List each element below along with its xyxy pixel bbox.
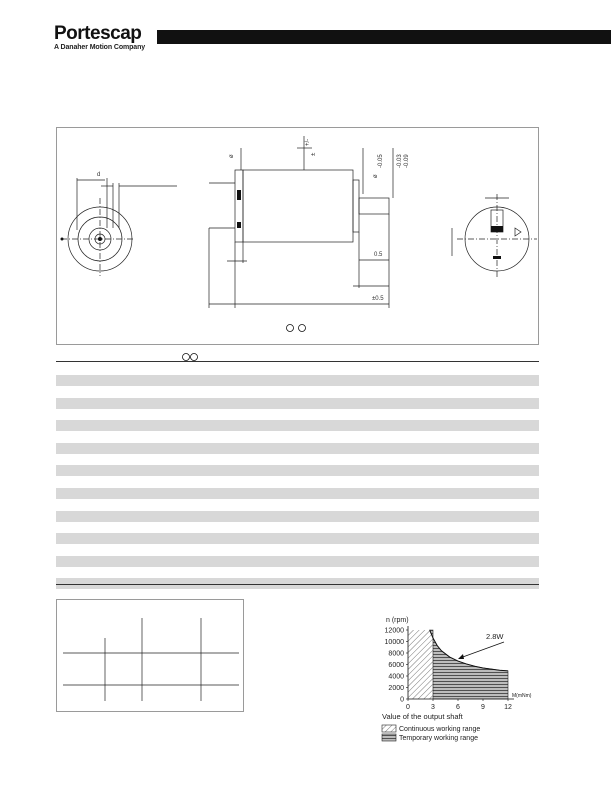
y-tick-label: 8000 [388,650,404,658]
dim-label-pm-half: ±0.5 [372,296,384,302]
x-axis-label: M(mNm) [512,693,532,699]
dim-label-pm-2: ± [311,152,317,156]
dim-label-pm: +/- [305,138,311,146]
header-bar [157,30,611,44]
table-row [56,488,539,499]
table-row [56,386,539,397]
power-annotation: 2.8W [486,632,504,641]
y-tick-label: 12000 [384,627,404,635]
logo-wordmark: Portescap [54,23,142,44]
table-row [56,443,539,454]
table-row [56,465,539,476]
operating-range-chart [352,612,552,752]
x-tick-label: 6 [456,704,460,711]
y-tick-label: 2000 [388,685,404,692]
legend-label-continuous: Continuous working range [399,726,481,733]
x-tick-label: 12 [504,704,512,711]
x-tick-label: 3 [431,704,435,711]
y-tick-label: 10000 [384,639,404,646]
dim-label-tol-c: -0.05 [378,154,384,168]
y-tick-label: 4000 [388,673,404,681]
table-row [56,477,539,488]
dim-label-tol-b: -0.09 [404,154,410,168]
dim-label-tol-a: -0.03 [397,154,403,168]
table-row [56,432,539,443]
table-top-rule [56,361,539,362]
table-row [56,398,539,409]
drawing-svg [57,128,538,344]
company-logo [54,24,145,51]
legend-swatch-continuous [382,725,396,732]
dim-label-d: d [97,172,101,178]
x-tick-label: 0 [406,704,410,711]
table-row [56,454,539,465]
table-row [56,556,539,567]
table-row [56,420,539,431]
legend-label-temporary: Temporary working range [399,735,478,742]
gear-data-box [56,599,244,712]
annotation-leader [460,642,504,658]
gear-data-grid [57,600,243,711]
dim-label-phi-b: ø [373,174,379,178]
chart-caption: Value of the output shaft [382,712,463,721]
logo-tagline: A Danaher Motion Company [54,44,146,51]
x-tick-label: 9 [481,704,485,711]
continuous-range-area [408,630,433,699]
y-axis-label: n (rpm) [386,617,409,624]
table-row [56,375,539,386]
table-row [56,567,539,578]
table-row [56,409,539,420]
table-row [56,522,539,533]
chart-svg [352,612,552,752]
table-row [56,545,539,556]
spec-table [56,361,539,586]
table-row [56,533,539,544]
y-tick-label: 6000 [388,662,404,669]
table-row [56,511,539,522]
table-row [56,499,539,510]
dim-label-half: 0.5 [374,252,383,258]
dimension-drawing [56,127,539,345]
dim-label-phi-a: ø [229,154,235,158]
table-bottom-rule [56,584,539,585]
annotation-arrowhead [458,654,464,659]
y-tick-label: 0 [400,696,404,704]
legend-swatch-temporary [382,734,396,741]
